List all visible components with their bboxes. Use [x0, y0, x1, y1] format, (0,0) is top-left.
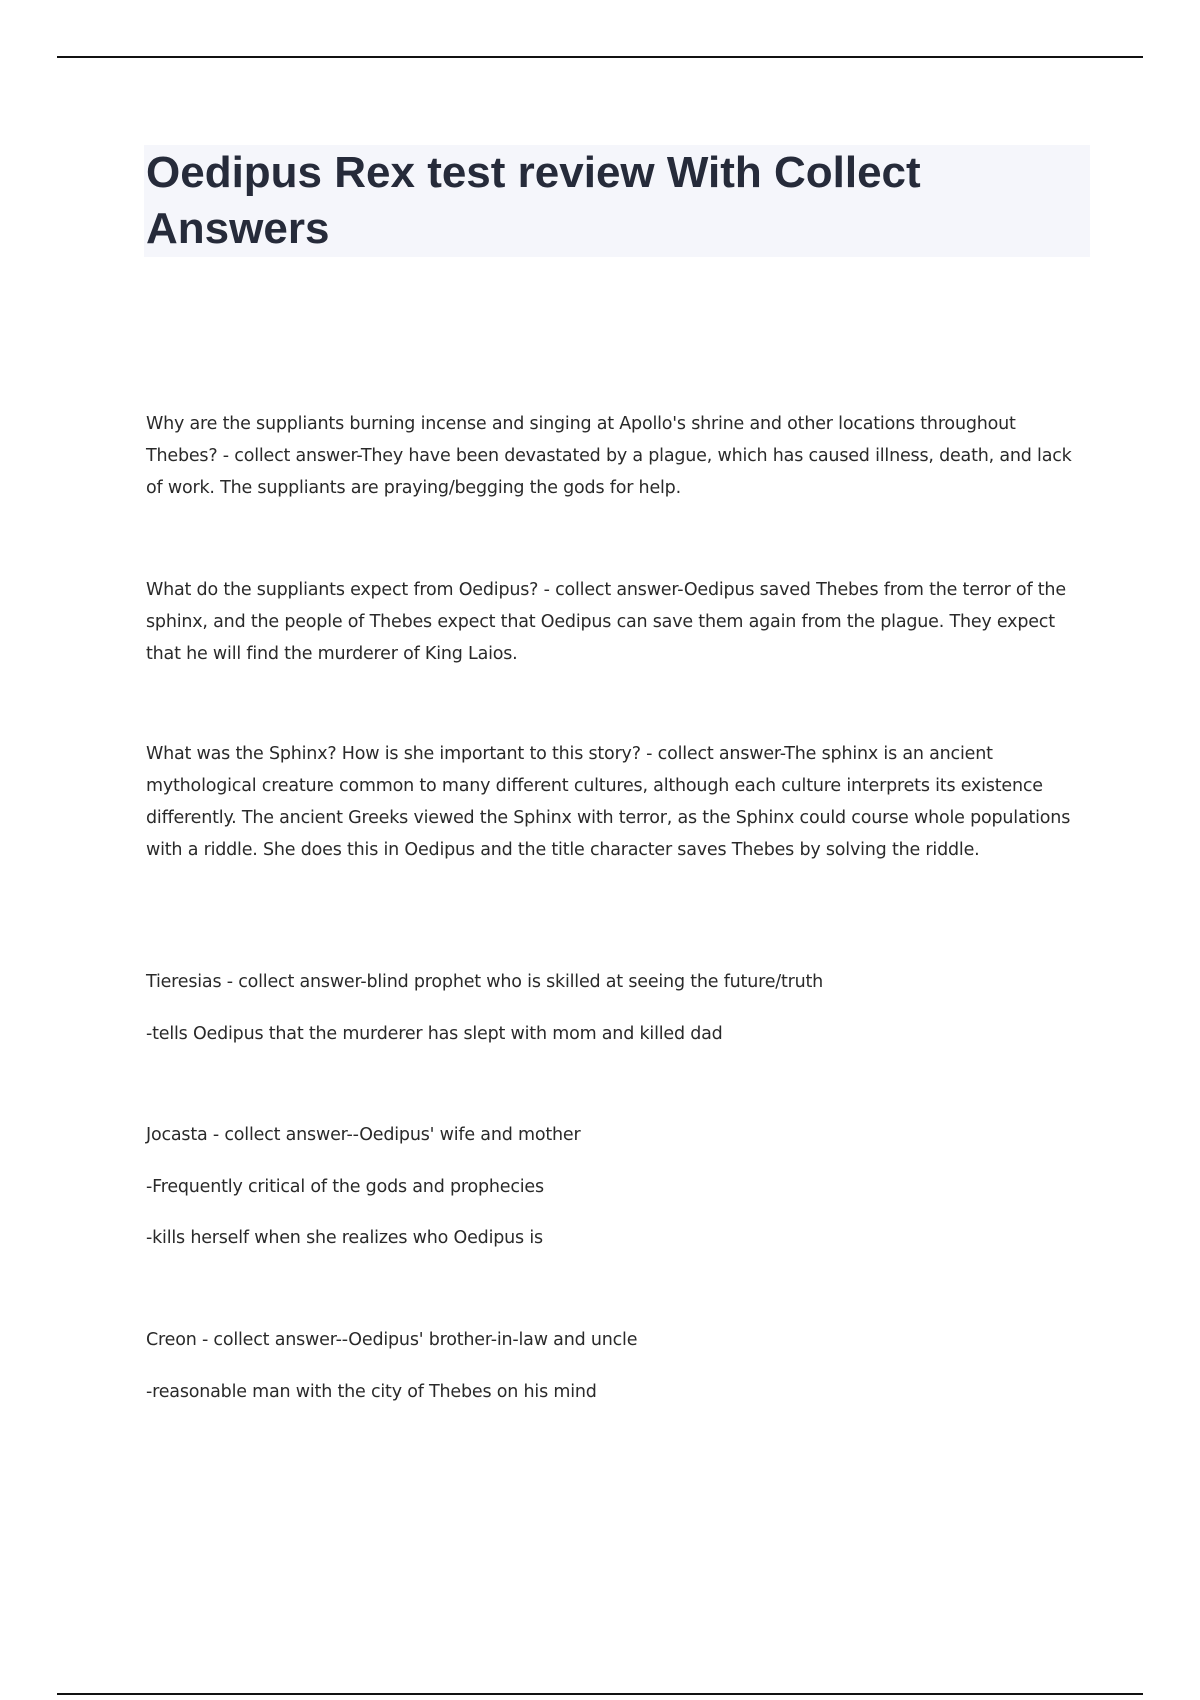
top-rule [57, 56, 1143, 58]
term-creon-detail: -reasonable man with the city of Thebes on his mind [146, 1382, 597, 1402]
term-jocasta-detail-2: -kills herself when she realizes who Oedipus is [146, 1228, 543, 1248]
qa-item-suppliants-incense: Why are the suppliants burning incense and singing at Apollo's shrine and other locations throughout Thebes? - collect answer-They have been devastated by a plague, which has caused illness, death, and lack of work. The suppliants are praying/begging the gods for help. [146, 414, 1072, 498]
qa-item-sphinx: What was the Sphinx? How is she important to this story? - collect answer-The sphinx is an ancient mythological creature common to many different cultures, although each culture interprets its existence differently. The ancient Greeks viewed the Sphinx with terror, as the Sphinx could course whole populations with a riddle. She does this in Oedipus and the title character saves Thebes by solving the riddle. [146, 744, 1071, 860]
term-tieresias-detail: -tells Oedipus that the murderer has slept with mom and killed dad [146, 1024, 723, 1044]
term-tieresias: Tieresias - collect answer-blind prophet who is skilled at seeing the future/truth [146, 972, 824, 992]
term-jocasta-detail-1: -Frequently critical of the gods and prophecies [146, 1177, 544, 1197]
term-jocasta: Jocasta - collect answer--Oedipus' wife and mother [146, 1125, 581, 1145]
document-title: Oedipus Rex test review With Collect Answers [146, 148, 921, 253]
qa-item-suppliants-expect: What do the suppliants expect from Oedipus? - collect answer-Oedipus saved Thebes from the terror of the sphinx, and the people of Thebes expect that Oedipus can save them again from the plague. They expect that he will find the murderer of King Laios. [146, 580, 1066, 664]
bottom-rule [57, 1693, 1143, 1695]
term-creon: Creon - collect answer--Oedipus' brother-in-law and uncle [146, 1330, 638, 1350]
